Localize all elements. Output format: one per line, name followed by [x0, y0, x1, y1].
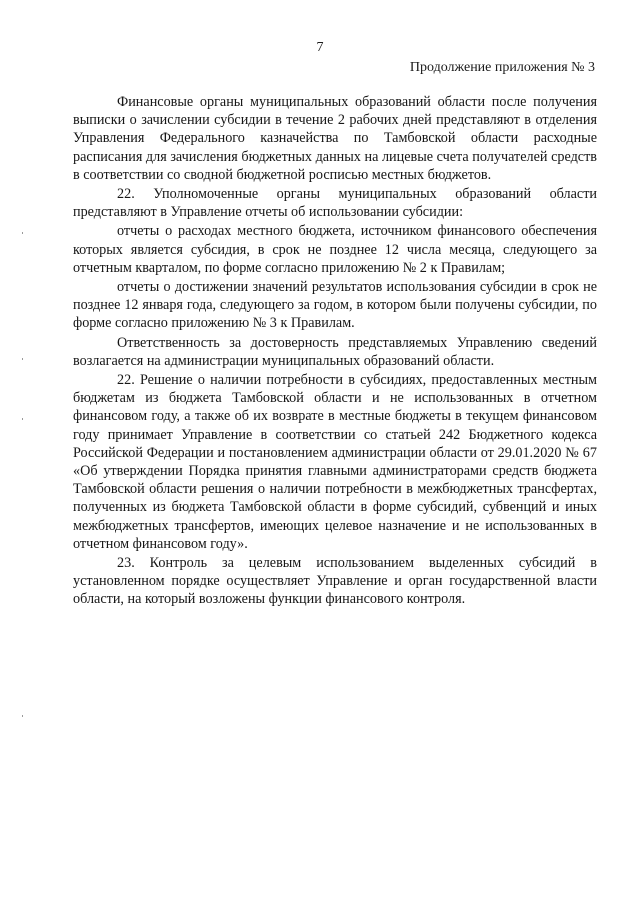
paragraph-expense-reports: отчеты о расходах местного бюджета, источником финансового обеспечения которых является субсидия, в срок не позднее 12 числа месяца, следующего за отчетным кварталом, по форме согласно приложению № 2 к Правилам; — [73, 223, 597, 276]
paragraph-financial-bodies: Финансовые органы муниципальных образований области после получения выписки о зачислении субсидии в течение 2 рабочих дней представляют в отделения Управления Федерального казначейства по Тамбовской области расходные расписания для зачисления бюджетных данных на лицевые счета получателей средств в соответствии со сводной бюджетной росписью местных бюджетов. — [73, 94, 597, 183]
paragraph-control: 23. Контроль за целевым использованием выделенных субсидий в установленном порядке осуществляет Управление и орган государственной власти области, на который возложены функции финансового контроля. — [73, 555, 597, 608]
paragraph-responsibility: Ответственность за достоверность представляемых Управлению сведений возлагается на администрации муниципальных образований области. — [73, 334, 597, 369]
document-body — [73, 93, 597, 610]
paragraph-unused-subsidies: 22. Решение о наличии потребности в субсидиях, предоставленных местным бюджетам из бюджета Тамбовской области и не использованных в отчетном финансовом году, а также об их возврате в местные бюджеты в текущем финансовом году принимает Управление в соответствии со статьей 242 Бюджетного кодекса Российской Федерации и постановлением администрации области от 29.01.2020 № 67 «Об утверждении Порядка принятия главными администраторами средств бюджета Тамбовской области решения о наличии потребности в межбюджетных трансфертах, полученных из бюджета Тамбовской области в форме субсидий, субвенций и иных межбюджетных трансфертов, имеющих целевое назначение и не использованных в отчетном финансовом году». — [73, 372, 597, 552]
scan-mark — [22, 232, 23, 234]
scan-mark — [22, 418, 23, 420]
paragraph-result-reports: отчеты о достижении значений результатов использования субсидии в срок не позднее 12 января года, следующего за годом, в котором были получены субсидии, по форме согласно приложению № 3 к Правилам. — [73, 279, 597, 332]
scan-mark — [22, 715, 23, 717]
page-number: 7 — [316, 40, 324, 55]
running-head: Продолжение приложения № 3 — [409, 60, 595, 75]
paragraph-reports-intro: 22. Уполномоченные органы муниципальных образований области представляют в Управление отчеты об использовании субсидии: — [73, 186, 597, 221]
scan-mark — [22, 358, 23, 360]
